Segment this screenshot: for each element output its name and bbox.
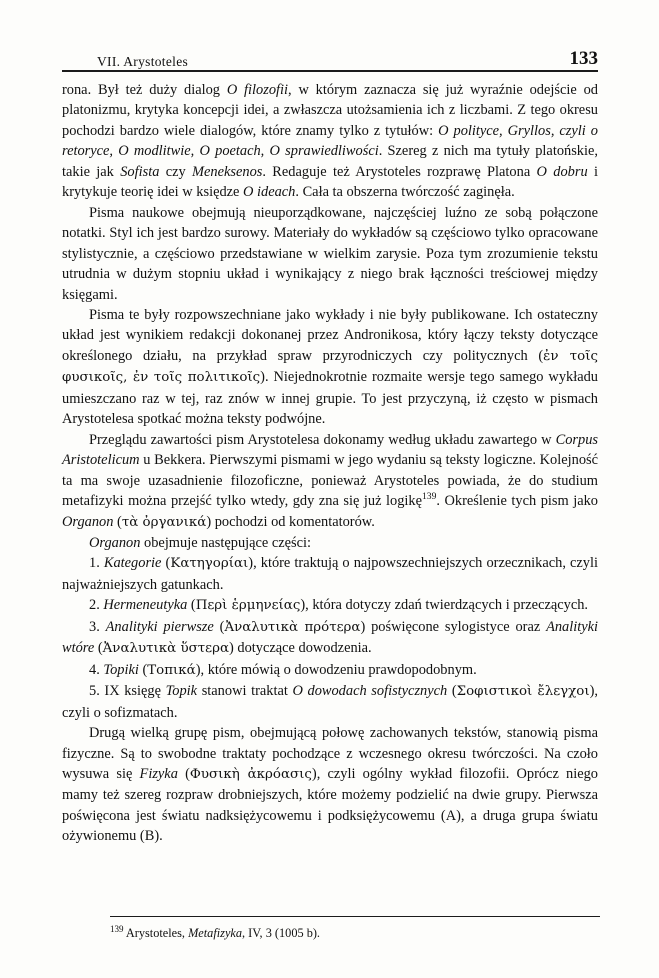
work-title: Analityki pierwsze [105,618,214,635]
list-item-number: 4. [89,661,104,678]
text-run: , w którym zaznacza się już wyraźnie odejście od platonizmu, krytyka koncepcji idei, a zwłaszcza utożsamienia ich z liczbami. Z tego okresu pochodzi bardzo wiele dialogów, które znamy tylko z tytułów: [62,82,598,139]
list-item [62,595,598,616]
running-head [62,46,598,68]
work-title: Analityki wtóre [62,618,599,657]
footnote-marker: 139 [110,923,124,934]
text-run: . Cała ta obszerna twórczość zaginęła. [295,184,515,201]
text-run: rona. Był też duży dialog [62,82,227,98]
text-run: ) dotyczące dowodzenia. [229,640,372,657]
greek-phrase: ἐν τοῖς φυσικοῖς, ἐν τοῖς πολιτικοῖς [62,348,598,386]
paragraph-continuation [62,80,598,203]
greek-phrase: Περὶ ἑρμηνείας [195,598,301,614]
text-run: Przeglądu zawartości pism Arystotelesa dokonamy według układu zawartego w [89,431,556,448]
list-item-number: 1. [89,555,104,572]
paragraph [62,723,598,847]
work-title-list: O polityce, Gryllos, czyli o retoryce, O modlitwie, O poetach, O sprawiedliwości [62,122,598,160]
text-run: ( [113,513,122,530]
work-title: Topik [165,683,198,700]
work-title: Hermeneutyka [103,597,188,614]
work-title: Topiki [103,661,139,678]
work-title: O dowodach sofistycznych [292,683,448,700]
greek-phrase: Κατηγορίαι [170,556,249,572]
paragraph [62,430,598,533]
text-run: ), które mówią o dowodzeniu prawdopodobnym. [195,661,477,678]
text-run: ( [94,640,103,657]
work-title: Metafizyka [188,926,243,940]
greek-phrase: τὰ ὀργανικά [121,514,207,530]
text-run: ( [138,661,148,678]
greek-phrase: Φυσικὴ ἀκρόασις [189,766,312,782]
text-run: . Redaguje też Arystoteles rozprawę Platona [262,163,537,180]
list-item-number: 2. [89,597,104,614]
footnote-reference[interactable]: 139 [421,491,437,503]
work-title: Sofista [120,163,160,180]
text-run: ( [177,765,190,782]
page-number: 133 [569,48,598,69]
list-item [62,660,598,681]
text-run: Pisma te były rozpowszechniane jako wykłady i nie były publikowane. Ich ostateczny układ jest wynikiem redakcji dokonanej przez Andronikosa, który łączy teksty dotyczące określonego działu, na przykład spraw przyrodniczych czy politycznych ( [62,306,598,364]
footnote [110,925,600,941]
running-head-chapter: VII. Arystoteles [97,53,189,69]
list-item [62,617,598,660]
list-item [62,681,598,723]
paragraph [62,533,598,553]
text-run: ). Niejednokrotnie rozmaite wersje tego samego wykładu umieszczano raz w tej, raz znów w innej grupie. To jest przyczyną, iż często w pismach Arystotelesa spotkać można teksty podwójne. [62,369,598,428]
work-title: Kategorie [103,555,162,572]
text-run: ), które traktują o najpowszechniejszych orzecznikach, czyli najważniejszych gatunkach. [62,555,598,593]
text-run: ), czyli ogólny wykład filozofii. Oprócz niego mamy też szereg rozpraw drobniejszych, które możemy podzielić na dwie grupy. Pierwsza poświęcona jest światu nadksiężycowemu i podksiężycowemu (A), a druga grupa światu ożywionemu (B). [62,765,598,845]
text-run: Drugą wielką grupę pism, obejmującą połowę zachowanych tekstów, stanowią pisma fizyczne. Są to swobodne traktaty pochodzące z wczesnego okresu twórczości. Na czoło wysuwa się [62,725,598,782]
text-run: ), która dotyczy zdań twierdzących i przeczących. [300,597,588,614]
paragraph: Pisma naukowe obejmują nieuporządkowane, najczęściej luźno ze sobą połączone notatki. Styl ich jest bardzo surowy. Materiały do wykładów są częściowo tylko opracowane stylistycznie, a częściowo przedstawiane w wielkim zarysie. Poza tym zrozumienie tekstu utrudnia w dużym stopniu układ i wynikający z niego brak łączności treściowej między księgami. [62,204,598,303]
text-run: obejmuje następujące części: [140,534,312,551]
greek-phrase: Ἀναλυτικὰ πρότερα [224,619,361,635]
work-title: Organon [89,534,141,551]
list-item [62,553,598,595]
text-run: ) pochodzi od komentatorów. [206,513,375,530]
footnote-separator-rule [110,916,600,917]
greek-phrase: Σοφιστικοὶ ἔλεγχοι [456,684,590,700]
paragraph [62,305,598,430]
list-item-number: 3. [89,618,106,635]
text-run: ( [447,683,457,700]
text-run: ( [213,618,225,635]
work-title: O dobru [536,163,588,180]
text-run: . Szereg z nich ma tytuły platońskie, takie jak [62,143,598,180]
greek-phrase: Τοπικά [147,662,196,678]
text-run: ), czyli o sofizmatach. [62,683,598,721]
work-title: O filozofii [226,82,289,98]
text-run: ( [161,555,171,572]
text-run: . Określenie tych pism jako [436,493,598,510]
work-title: Meneksenos [192,163,263,180]
body-text [62,80,598,847]
list-item-number: 5. IX księgę [89,683,166,700]
greek-phrase: Ἀναλυτικὰ ὕστερα [102,641,229,657]
header-rule [62,70,598,72]
work-title: O ideach [243,184,296,201]
text-run: ) poświęcone sylogistyce oraz [360,618,547,635]
work-title: Corpus Aristotelicum [62,431,598,469]
text-run: i krytykuje teorię idei w księdze [62,163,598,201]
text-run: stanowi traktat [197,683,293,700]
text-run: Arystoteles, [123,926,189,940]
work-title: Organon [62,513,114,530]
work-title: Fizyka [139,765,178,782]
text-run: u Bekkera. Pierwszymi pismami w jego wydaniu są teksty logiczne. Kolejność ta ma swoje uzasadnienie filozoficzne, ponieważ Arystoteles powiada, że do studium metafizyki można przejść tylko wtedy, gdy zna się już logikę [62,452,598,510]
text-run: czy [159,163,193,180]
text-run: , IV, 3 (1005 b). [242,926,321,940]
text-run: ( [187,597,196,614]
